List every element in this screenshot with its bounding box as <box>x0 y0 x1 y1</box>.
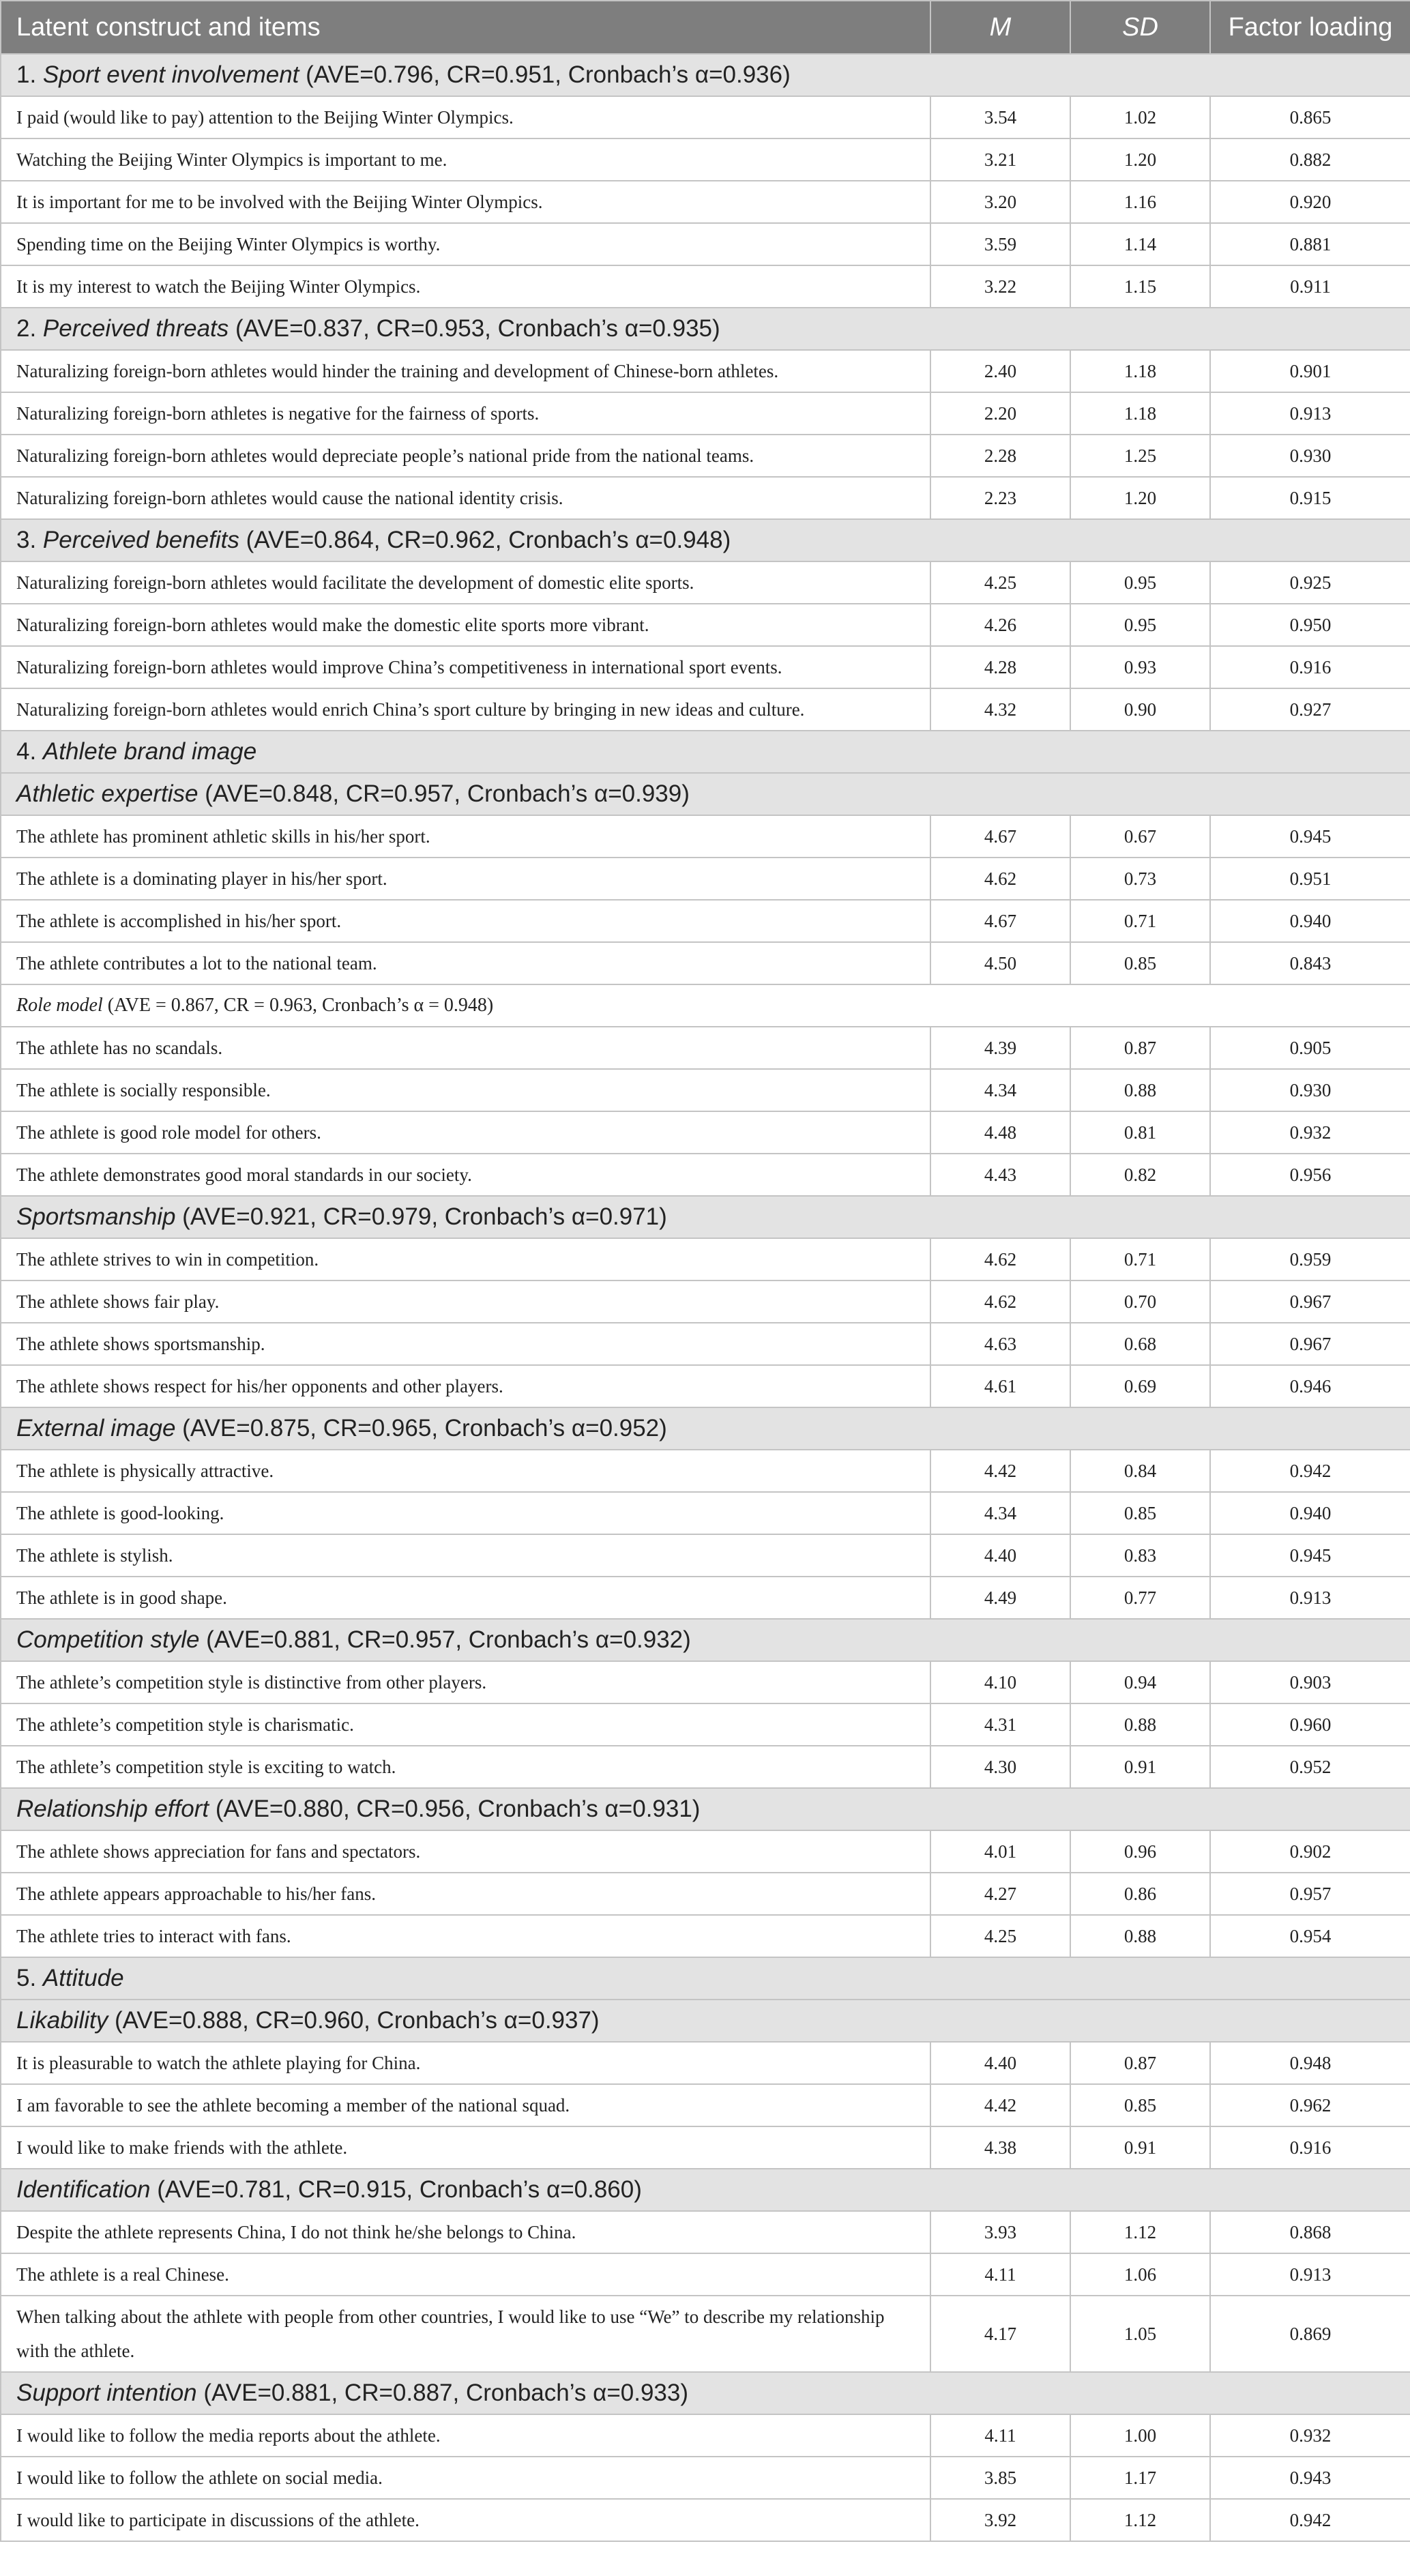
item-text: I would like to follow the media reports about the athlete. <box>1 2414 930 2457</box>
item-text: The athlete’s competition style is exciting to watch. <box>1 1746 930 1788</box>
loading-value: 0.920 <box>1210 181 1410 223</box>
section-heading <box>1 2169 1410 2211</box>
section-stats: (AVE=0.881, CR=0.957, Cronbach’s α=0.932) <box>199 1626 691 1653</box>
loading-value: 0.903 <box>1210 1661 1410 1703</box>
item-text: The athlete appears approachable to his/her fans. <box>1 1873 930 1915</box>
mean-value: 3.85 <box>930 2457 1070 2499</box>
loading-value: 0.925 <box>1210 561 1410 604</box>
mean-value: 2.20 <box>930 392 1070 435</box>
loading-value: 0.940 <box>1210 900 1410 942</box>
section-row <box>1 1788 1410 1830</box>
mean-value: 4.67 <box>930 900 1070 942</box>
item-text: I would like to follow the athlete on social media. <box>1 2457 930 2499</box>
sd-value: 1.15 <box>1070 265 1210 308</box>
table-row <box>1 942 1410 984</box>
item-text: Despite the athlete represents China, I do not think he/she belongs to China. <box>1 2211 930 2253</box>
loading-value: 0.881 <box>1210 223 1410 265</box>
sd-value: 0.96 <box>1070 1830 1210 1873</box>
item-text: The athlete contributes a lot to the national team. <box>1 942 930 984</box>
section-row <box>1 1957 1410 2000</box>
sd-value: 0.70 <box>1070 1280 1210 1323</box>
loading-value: 0.911 <box>1210 265 1410 308</box>
mean-value: 4.62 <box>930 1280 1070 1323</box>
sd-value: 0.67 <box>1070 815 1210 858</box>
header-construct: Latent construct and items <box>1 1 930 54</box>
table-row <box>1 1027 1410 1069</box>
table-row <box>1 815 1410 858</box>
section-name: Competition style <box>16 1626 200 1653</box>
mean-value: 4.63 <box>930 1323 1070 1365</box>
section-row <box>1 1619 1410 1661</box>
sd-value: 0.93 <box>1070 646 1210 688</box>
mean-value: 4.34 <box>930 1492 1070 1534</box>
section-stats: (AVE=0.781, CR=0.915, Cronbach’s α=0.860) <box>150 2176 642 2203</box>
section-heading <box>1 1619 1410 1661</box>
table-row <box>1 2457 1410 2499</box>
sd-value: 0.88 <box>1070 1069 1210 1111</box>
sd-value: 0.81 <box>1070 1111 1210 1154</box>
table-row <box>1 2126 1410 2169</box>
item-text: I am favorable to see the athlete becoming a member of the national squad. <box>1 2084 930 2126</box>
item-text: The athlete shows sportsmanship. <box>1 1323 930 1365</box>
mean-value: 4.67 <box>930 815 1070 858</box>
mean-value: 4.31 <box>930 1703 1070 1746</box>
section-number: 5. <box>16 1965 43 1991</box>
loading-value: 0.967 <box>1210 1323 1410 1365</box>
section-row <box>1 54 1410 96</box>
loading-value: 0.916 <box>1210 646 1410 688</box>
item-text: It is my interest to watch the Beijing Winter Olympics. <box>1 265 930 308</box>
loading-value: 0.962 <box>1210 2084 1410 2126</box>
mean-value: 4.17 <box>930 2296 1070 2372</box>
loading-value: 0.957 <box>1210 1873 1410 1915</box>
item-text: The athlete is good role model for others. <box>1 1111 930 1154</box>
table-row <box>1 646 1410 688</box>
section-stats: (AVE=0.875, CR=0.965, Cronbach’s α=0.952) <box>175 1415 667 1441</box>
section-stats: (AVE=0.880, CR=0.956, Cronbach’s α=0.931) <box>209 1796 701 1822</box>
table-row <box>1 1492 1410 1534</box>
mean-value: 4.50 <box>930 942 1070 984</box>
section-name: Identification <box>16 2176 151 2203</box>
loading-value: 0.946 <box>1210 1365 1410 1407</box>
mean-value: 3.59 <box>930 223 1070 265</box>
table-row <box>1 1703 1410 1746</box>
section-heading <box>1 1407 1410 1450</box>
sd-value: 0.82 <box>1070 1154 1210 1196</box>
sd-value: 1.18 <box>1070 392 1210 435</box>
item-text: The athlete is accomplished in his/her sport. <box>1 900 930 942</box>
mean-value: 4.61 <box>930 1365 1070 1407</box>
mean-value: 2.40 <box>930 350 1070 392</box>
table-row <box>1 2296 1410 2372</box>
section-name: External image <box>16 1415 176 1441</box>
loading-value: 0.869 <box>1210 2296 1410 2372</box>
mean-value: 4.39 <box>930 1027 1070 1069</box>
table-row <box>1 2414 1410 2457</box>
mean-value: 4.38 <box>930 2126 1070 2169</box>
loading-value: 0.959 <box>1210 1238 1410 1280</box>
section-stats: (AVE=0.888, CR=0.960, Cronbach’s α=0.937) <box>108 2007 600 2034</box>
mean-value: 4.42 <box>930 1450 1070 1492</box>
section-stats: (AVE=0.921, CR=0.979, Cronbach’s α=0.971) <box>175 1203 667 1230</box>
section-stats: (AVE = 0.867, CR = 0.963, Cronbach’s α = 0.948) <box>102 995 494 1016</box>
section-stats: (AVE=0.837, CR=0.953, Cronbach’s α=0.935) <box>229 315 720 342</box>
section-name: Perceived benefits <box>42 527 239 553</box>
section-heading <box>1 1957 1410 2000</box>
item-text: The athlete is physically attractive. <box>1 1450 930 1492</box>
table-row <box>1 96 1410 138</box>
sd-value: 1.02 <box>1070 96 1210 138</box>
loading-value: 0.902 <box>1210 1830 1410 1873</box>
table-row <box>1 1154 1410 1196</box>
table-row <box>1 2084 1410 2126</box>
section-name: Support intention <box>16 2380 197 2406</box>
item-text: The athlete is in good shape. <box>1 1577 930 1619</box>
table-row <box>1 2211 1410 2253</box>
section-row <box>1 2169 1410 2211</box>
item-text: I paid (would like to pay) attention to the Beijing Winter Olympics. <box>1 96 930 138</box>
item-text: The athlete demonstrates good moral standards in our society. <box>1 1154 930 1196</box>
table-row <box>1 1577 1410 1619</box>
item-text: The athlete shows appreciation for fans and spectators. <box>1 1830 930 1873</box>
mean-value: 3.54 <box>930 96 1070 138</box>
table-row <box>1 477 1410 519</box>
section-row <box>1 519 1410 561</box>
section-stats: (AVE=0.881, CR=0.887, Cronbach’s α=0.933) <box>196 2380 688 2406</box>
table-row <box>1 900 1410 942</box>
sd-value: 1.12 <box>1070 2499 1210 2541</box>
table-row <box>1 2499 1410 2541</box>
item-text: The athlete shows respect for his/her opponents and other players. <box>1 1365 930 1407</box>
table-row <box>1 561 1410 604</box>
table-row <box>1 223 1410 265</box>
mean-value: 4.11 <box>930 2414 1070 2457</box>
item-text: It is important for me to be involved with the Beijing Winter Olympics. <box>1 181 930 223</box>
item-text: The athlete is good-looking. <box>1 1492 930 1534</box>
item-text: Naturalizing foreign-born athletes would hinder the training and development of Chinese-born athletes. <box>1 350 930 392</box>
sd-value: 0.69 <box>1070 1365 1210 1407</box>
section-heading <box>1 731 1410 773</box>
section-stats: (AVE=0.864, CR=0.962, Cronbach’s α=0.948) <box>239 527 731 553</box>
item-text: The athlete has no scandals. <box>1 1027 930 1069</box>
table-row <box>1 1661 1410 1703</box>
section-name: Perceived threats <box>42 315 229 342</box>
section-heading <box>1 2372 1410 2414</box>
loading-value: 0.942 <box>1210 1450 1410 1492</box>
table-row <box>1 181 1410 223</box>
loading-value: 0.952 <box>1210 1746 1410 1788</box>
item-text: The athlete is a real Chinese. <box>1 2253 930 2296</box>
mean-value: 3.92 <box>930 2499 1070 2541</box>
section-stats: (AVE=0.848, CR=0.957, Cronbach’s α=0.939) <box>198 780 690 807</box>
sd-value: 0.84 <box>1070 1450 1210 1492</box>
sd-value: 0.83 <box>1070 1534 1210 1577</box>
section-heading <box>1 2000 1410 2042</box>
section-heading <box>1 308 1410 350</box>
sd-value: 0.87 <box>1070 2042 1210 2084</box>
sd-value: 0.88 <box>1070 1915 1210 1957</box>
sd-value: 1.17 <box>1070 2457 1210 2499</box>
loading-value: 0.967 <box>1210 1280 1410 1323</box>
item-text: Naturalizing foreign-born athletes would cause the national identity crisis. <box>1 477 930 519</box>
section-number: 2. <box>16 315 43 342</box>
header-mean: M <box>930 1 1070 54</box>
table-row <box>1 1534 1410 1577</box>
table-row <box>1 1873 1410 1915</box>
sd-value: 0.73 <box>1070 858 1210 900</box>
sd-value: 0.85 <box>1070 1492 1210 1534</box>
table-header <box>1 1 1410 54</box>
subsection-row <box>1 984 1410 1027</box>
item-text: When talking about the athlete with people from other countries, I would like to use “We” to describe my relationship with the athlete. <box>1 2296 930 2372</box>
section-number: 4. <box>16 738 43 765</box>
sd-value: 0.71 <box>1070 1238 1210 1280</box>
table-row <box>1 1111 1410 1154</box>
table-row <box>1 604 1410 646</box>
table-row <box>1 1323 1410 1365</box>
section-name: Role model <box>16 995 103 1016</box>
item-text: The athlete’s competition style is charismatic. <box>1 1703 930 1746</box>
item-text: Naturalizing foreign-born athletes would facilitate the development of domestic elite sports. <box>1 561 930 604</box>
section-row <box>1 773 1410 815</box>
section-name: Likability <box>16 2007 108 2034</box>
section-stats: (AVE=0.796, CR=0.951, Cronbach’s α=0.936) <box>299 61 791 88</box>
section-name: Sportsmanship <box>16 1203 176 1230</box>
loading-value: 0.954 <box>1210 1915 1410 1957</box>
loading-value: 0.865 <box>1210 96 1410 138</box>
mean-value: 4.01 <box>930 1830 1070 1873</box>
header-row <box>1 1 1410 54</box>
loading-value: 0.916 <box>1210 2126 1410 2169</box>
section-name: Sport event involvement <box>42 61 299 88</box>
item-text: The athlete is a dominating player in his/her sport. <box>1 858 930 900</box>
loading-value: 0.943 <box>1210 2457 1410 2499</box>
section-name: Attitude <box>42 1965 124 1991</box>
mean-value: 2.23 <box>930 477 1070 519</box>
sd-value: 0.88 <box>1070 1703 1210 1746</box>
table-row <box>1 1069 1410 1111</box>
section-row <box>1 731 1410 773</box>
item-text: Naturalizing foreign-born athletes is negative for the fairness of sports. <box>1 392 930 435</box>
loading-value: 0.940 <box>1210 1492 1410 1534</box>
mean-value: 4.40 <box>930 1534 1070 1577</box>
mean-value: 4.10 <box>930 1661 1070 1703</box>
sd-value: 0.91 <box>1070 2126 1210 2169</box>
item-text: Naturalizing foreign-born athletes would improve China’s competitiveness in international sport events. <box>1 646 930 688</box>
loading-value: 0.950 <box>1210 604 1410 646</box>
section-row <box>1 1196 1410 1238</box>
section-row <box>1 2000 1410 2042</box>
item-text: Spending time on the Beijing Winter Olympics is worthy. <box>1 223 930 265</box>
mean-value: 4.30 <box>930 1746 1070 1788</box>
item-text: The athlete shows fair play. <box>1 1280 930 1323</box>
table-row <box>1 1746 1410 1788</box>
header-factor-loading: Factor loading <box>1210 1 1410 54</box>
loading-value: 0.927 <box>1210 688 1410 731</box>
item-text: The athlete tries to interact with fans. <box>1 1915 930 1957</box>
section-row <box>1 308 1410 350</box>
mean-value: 4.26 <box>930 604 1070 646</box>
sd-value: 1.16 <box>1070 181 1210 223</box>
mean-value: 4.62 <box>930 1238 1070 1280</box>
mean-value: 4.49 <box>930 1577 1070 1619</box>
mean-value: 4.43 <box>930 1154 1070 1196</box>
section-heading <box>1 519 1410 561</box>
item-text: Naturalizing foreign-born athletes would depreciate people’s national pride from the national teams. <box>1 435 930 477</box>
table-row <box>1 435 1410 477</box>
mean-value: 4.34 <box>930 1069 1070 1111</box>
sd-value: 0.91 <box>1070 1746 1210 1788</box>
mean-value: 4.11 <box>930 2253 1070 2296</box>
loading-value: 0.960 <box>1210 1703 1410 1746</box>
mean-value: 4.48 <box>930 1111 1070 1154</box>
mean-value: 3.21 <box>930 138 1070 181</box>
loading-value: 0.945 <box>1210 1534 1410 1577</box>
table-row <box>1 688 1410 731</box>
item-text: Naturalizing foreign-born athletes would make the domestic elite sports more vibrant. <box>1 604 930 646</box>
sd-value: 0.77 <box>1070 1577 1210 1619</box>
item-text: Naturalizing foreign-born athletes would enrich China’s sport culture by bringing in new ideas and culture. <box>1 688 930 731</box>
table-row <box>1 392 1410 435</box>
table-row <box>1 1280 1410 1323</box>
header-sd: SD <box>1070 1 1210 54</box>
loading-value: 0.948 <box>1210 2042 1410 2084</box>
sd-value: 1.05 <box>1070 2296 1210 2372</box>
item-text: Watching the Beijing Winter Olympics is important to me. <box>1 138 930 181</box>
sd-value: 0.86 <box>1070 1873 1210 1915</box>
sd-value: 0.90 <box>1070 688 1210 731</box>
loading-value: 0.930 <box>1210 1069 1410 1111</box>
item-text: The athlete is socially responsible. <box>1 1069 930 1111</box>
section-heading <box>1 1196 1410 1238</box>
table-row <box>1 2042 1410 2084</box>
loading-value: 0.913 <box>1210 2253 1410 2296</box>
mean-value: 4.27 <box>930 1873 1070 1915</box>
item-text: I would like to participate in discussions of the athlete. <box>1 2499 930 2541</box>
item-text: The athlete strives to win in competition. <box>1 1238 930 1280</box>
sd-value: 1.14 <box>1070 223 1210 265</box>
loading-value: 0.951 <box>1210 858 1410 900</box>
section-heading <box>1 54 1410 96</box>
mean-value: 4.32 <box>930 688 1070 731</box>
item-text: The athlete has prominent athletic skills in his/her sport. <box>1 815 930 858</box>
loading-value: 0.913 <box>1210 1577 1410 1619</box>
table-row <box>1 138 1410 181</box>
sd-value: 1.12 <box>1070 2211 1210 2253</box>
table-body <box>1 54 1410 2541</box>
sd-value: 1.20 <box>1070 138 1210 181</box>
table-row <box>1 350 1410 392</box>
sd-value: 1.18 <box>1070 350 1210 392</box>
sd-value: 0.87 <box>1070 1027 1210 1069</box>
sd-value: 0.95 <box>1070 561 1210 604</box>
sd-value: 0.68 <box>1070 1323 1210 1365</box>
section-name: Relationship effort <box>16 1796 209 1822</box>
loading-value: 0.882 <box>1210 138 1410 181</box>
loading-value: 0.932 <box>1210 2414 1410 2457</box>
table-row <box>1 1365 1410 1407</box>
section-name: Athlete brand image <box>42 738 257 765</box>
sd-value: 1.20 <box>1070 477 1210 519</box>
loading-value: 0.932 <box>1210 1111 1410 1154</box>
loading-value: 0.945 <box>1210 815 1410 858</box>
item-text: It is pleasurable to watch the athlete playing for China. <box>1 2042 930 2084</box>
section-heading <box>1 1788 1410 1830</box>
section-number: 1. <box>16 61 43 88</box>
section-row <box>1 1407 1410 1450</box>
mean-value: 4.62 <box>930 858 1070 900</box>
loading-value: 0.868 <box>1210 2211 1410 2253</box>
table-row <box>1 265 1410 308</box>
mean-value: 4.42 <box>930 2084 1070 2126</box>
sd-value: 0.94 <box>1070 1661 1210 1703</box>
sd-value: 1.25 <box>1070 435 1210 477</box>
table-row <box>1 2253 1410 2296</box>
sd-value: 0.95 <box>1070 604 1210 646</box>
table-row <box>1 1450 1410 1492</box>
loading-value: 0.913 <box>1210 392 1410 435</box>
item-text: The athlete is stylish. <box>1 1534 930 1577</box>
mean-value: 4.40 <box>930 2042 1070 2084</box>
loading-value: 0.843 <box>1210 942 1410 984</box>
sd-value: 0.71 <box>1070 900 1210 942</box>
loading-value: 0.915 <box>1210 477 1410 519</box>
loading-value: 0.901 <box>1210 350 1410 392</box>
mean-value: 3.20 <box>930 181 1070 223</box>
mean-value: 4.28 <box>930 646 1070 688</box>
item-text: The athlete’s competition style is distinctive from other players. <box>1 1661 930 1703</box>
item-text: I would like to make friends with the athlete. <box>1 2126 930 2169</box>
table-row <box>1 858 1410 900</box>
loading-value: 0.942 <box>1210 2499 1410 2541</box>
section-name: Athletic expertise <box>16 780 199 807</box>
section-heading <box>1 773 1410 815</box>
table-row <box>1 1238 1410 1280</box>
sd-value: 1.00 <box>1070 2414 1210 2457</box>
sd-value: 0.85 <box>1070 942 1210 984</box>
section-heading <box>1 984 1410 1027</box>
mean-value: 3.22 <box>930 265 1070 308</box>
section-row <box>1 2372 1410 2414</box>
loading-value: 0.956 <box>1210 1154 1410 1196</box>
sd-value: 1.06 <box>1070 2253 1210 2296</box>
table-row <box>1 1830 1410 1873</box>
mean-value: 3.93 <box>930 2211 1070 2253</box>
section-number: 3. <box>16 527 43 553</box>
sd-value: 0.85 <box>1070 2084 1210 2126</box>
table-row <box>1 1915 1410 1957</box>
mean-value: 2.28 <box>930 435 1070 477</box>
mean-value: 4.25 <box>930 1915 1070 1957</box>
mean-value: 4.25 <box>930 561 1070 604</box>
loading-value: 0.905 <box>1210 1027 1410 1069</box>
loading-value: 0.930 <box>1210 435 1410 477</box>
